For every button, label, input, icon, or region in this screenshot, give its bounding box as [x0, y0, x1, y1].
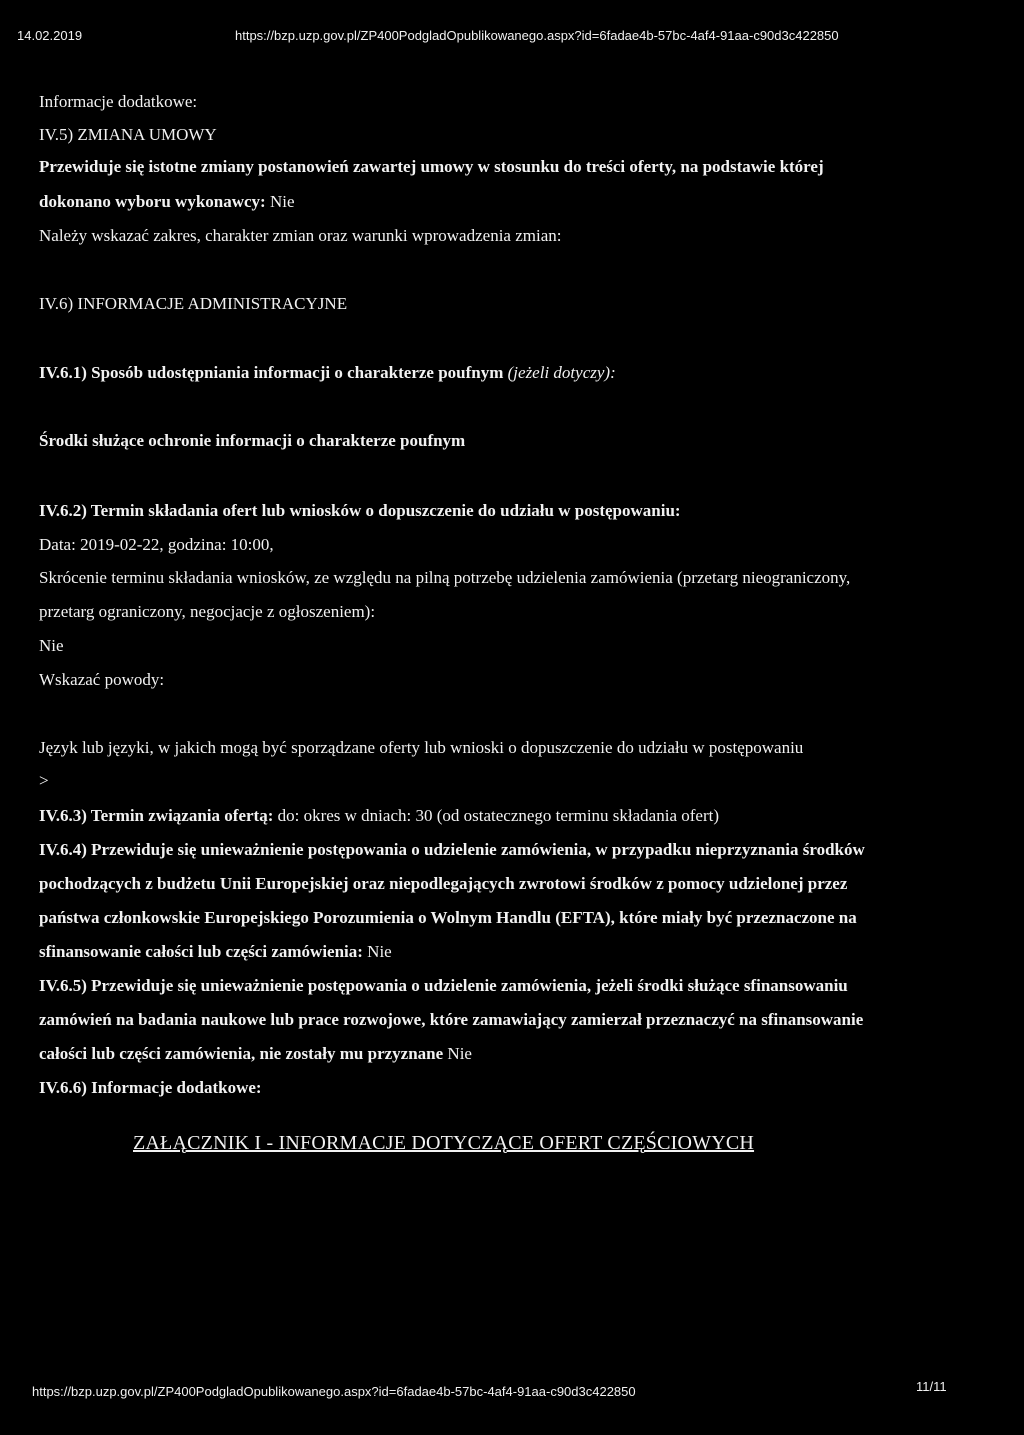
header-date: 14.02.2019	[17, 28, 83, 43]
iv64-answer: Nie	[362, 942, 392, 961]
iv62-short-answer: Nie	[39, 636, 64, 655]
iv6-heading: IV.6) INFORMACJE ADMINISTRACYJNE	[39, 294, 348, 313]
iv61-bold: IV.6.1) Sposób udostępniania informacji o charakterze poufnym	[39, 363, 508, 382]
header-url[interactable]: https://bzp.uzp.gov.pl/ZP400PodgladOpublikowanego.aspx?id=6fadae4b-57bc-4af4-91aa-c90d3c422850	[235, 28, 839, 43]
iv65-line2: zamówień na badania naukowe lub prace rozwojowe, które zamawiający zamierzał przeznaczyć na sfinansowanie	[39, 1010, 864, 1029]
iv64-line3: państwa członkowskie Europejskiego Porozumienia o Wolnym Handlu (EFTA), które miały być przeznaczone na	[39, 908, 857, 927]
iv64-line2: pochodzących z budżetu Unii Europejskiej oraz niepodlegających zwrotowi środków z pomocy udzielonej przez	[39, 874, 848, 893]
iv65-line1: IV.6.5) Przewiduje się unieważnienie postępowania o udzielenie zamówienia, jeżeli środki służące sfinansowaniu	[39, 976, 848, 995]
iv62-language: Język lub języki, w jakich mogą być sporządzane oferty lub wnioski o dopuszczenie do udziału w postępowaniu	[39, 738, 804, 757]
iv5-answer: Nie	[265, 192, 295, 211]
iv5-question-line1: Przewiduje się istotne zmiany postanowień zawartej umowy w stosunku do treści oferty, na podstawie której	[39, 157, 824, 176]
iv5-question-text: dokonano wyboru wykonawcy:	[39, 192, 266, 211]
iv61-sub: Środki służące ochronie informacji o charakterze poufnym	[39, 431, 466, 450]
annex-title: ZAŁĄCZNIK I - INFORMACJE DOTYCZĄCE OFERT CZĘŚCIOWYCH	[133, 1132, 755, 1154]
iv61-line	[39, 363, 616, 383]
iv62-heading: IV.6.2) Termin składania ofert lub wniosków o dopuszczenie do udziału w postępowaniu:	[39, 501, 681, 520]
iv65-line3	[39, 1044, 472, 1064]
iv64-line1: IV.6.4) Przewiduje się unieważnienie postępowania o udzielenie zamówienia, w przypadku nieprzyznania środków	[39, 840, 865, 859]
iv65-line3-text: całości lub części zamówienia, nie zostały mu przyznane	[39, 1044, 444, 1063]
iv61-italic: (jeżeli dotyczy):	[507, 363, 616, 382]
info-label: Informacje dodatkowe:	[39, 92, 198, 111]
iv63-value: do: okres w dniach: 30 (od ostatecznego terminu składania ofert)	[273, 806, 719, 825]
iv5-scope: Należy wskazać zakres, charakter zmian oraz warunki wprowadzenia zmian:	[39, 226, 562, 245]
iv5-question-line2	[39, 192, 295, 212]
iv62-reasons: Wskazać powody:	[39, 670, 165, 689]
iv62-date: Data: 2019-02-22, godzina: 10:00,	[39, 535, 274, 554]
iv62-short-line2: przetarg ograniczony, negocjacje z ogłoszeniem):	[39, 602, 376, 621]
footer-page-number: 11/11	[916, 1379, 947, 1394]
iv66-heading: IV.6.6) Informacje dodatkowe:	[39, 1078, 262, 1097]
iv65-answer: Nie	[443, 1044, 472, 1063]
iv62-language-value: >	[39, 771, 49, 790]
iv63-line	[39, 806, 719, 826]
footer-url[interactable]: https://bzp.uzp.gov.pl/ZP400PodgladOpublikowanego.aspx?id=6fadae4b-57bc-4af4-91aa-c90d3c422850	[32, 1384, 636, 1399]
iv64-line4	[39, 942, 392, 962]
iv62-short-line1: Skrócenie terminu składania wniosków, ze względu na pilną potrzebę udzielenia zamówienia (przetarg nieograniczony,	[39, 568, 851, 587]
iv5-heading: IV.5) ZMIANA UMOWY	[39, 125, 217, 144]
iv64-line4-text: sfinansowanie całości lub części zamówienia:	[39, 942, 363, 961]
iv63-bold: IV.6.3) Termin związania ofertą:	[39, 806, 274, 825]
